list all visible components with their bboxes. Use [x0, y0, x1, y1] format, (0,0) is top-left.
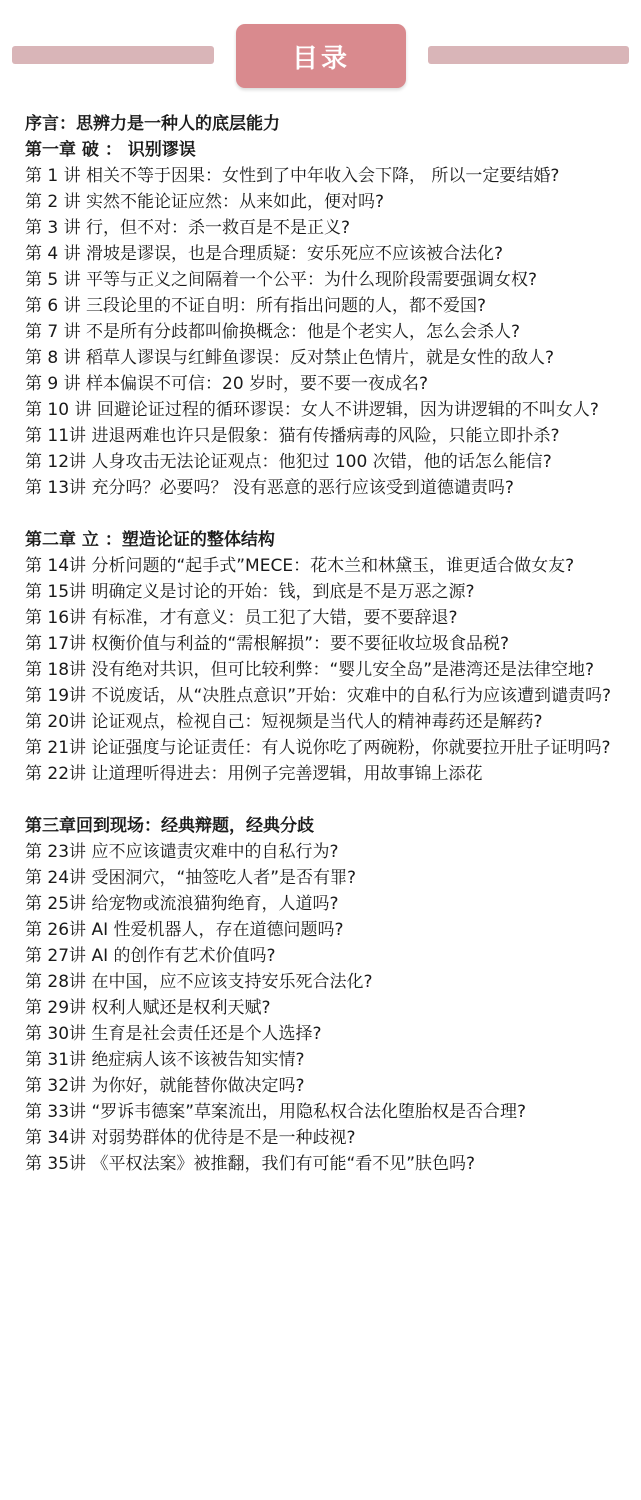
lecture-list [25, 553, 623, 787]
lecture-item: 第 32讲 为你好，就能替你做决定吗? [25, 1076, 305, 1096]
lecture-item: 第 6 讲 三段论里的不证自明：所有指出问题的人，都不爱国? [25, 296, 487, 316]
chapter-title: 第三章回到现场：经典辩题，经典分歧 [25, 816, 314, 836]
lecture-list [25, 839, 623, 1177]
lecture-item: 第 17讲 权衡价值与利益的“需根解损”：要不要征收垃圾食品税? [25, 634, 510, 654]
toc-content [25, 111, 623, 1203]
lecture-item: 第 22讲 让道理听得进去：用例子完善逻辑，用故事锦上添花 [25, 764, 483, 784]
lecture-item: 第 34讲 对弱势群体的优待是不是一种歧视? [25, 1128, 356, 1148]
lecture-item: 第 4 讲 滑坡是谬误，也是合理质疑：安乐死应不应该被合法化? [25, 244, 504, 264]
lecture-item: 第 24讲 受困洞穴，“抽签吃人者”是否有罪? [25, 868, 357, 888]
lecture-item: 第 29讲 权利人赋还是权利天赋? [25, 998, 271, 1018]
lecture-item: 第 35讲 《平权法案》被推翻，我们有可能“看不见”肤色吗? [25, 1154, 476, 1174]
lecture-item: 第 20讲 论证观点，检视自己：短视频是当代人的精神毒药还是解药? [25, 712, 543, 732]
lecture-item: 第 8 讲 稻草人谬误与红鲱鱼谬误：反对禁止色情片，就是女性的敌人? [25, 348, 555, 368]
lecture-item: 第 28讲 在中国，应不应该支持安乐死合法化? [25, 972, 373, 992]
lecture-item: 第 19讲 不说废话，从“决胜点意识”开始：灾难中的自私行为应该遭到谴责吗? [25, 686, 612, 706]
lecture-item: 第 11讲 进退两难也许只是假象：猫有传播病毒的风险，只能立即扑杀? [25, 426, 560, 446]
lecture-item: 第 33讲 “罗诉韦德案”草案流出，用隐私权合法化堕胎权是否合理? [25, 1102, 527, 1122]
toc-header [0, 24, 641, 88]
lecture-item: 第 10 讲 回避论证过程的循环谬误：女人不讲逻辑，因为讲逻辑的不叫女人? [25, 400, 599, 420]
lecture-item: 第 5 讲 平等与正义之间隔着一个公平：为什么现阶段需要强调女权? [25, 270, 538, 290]
lecture-item: 第 2 讲 实然不能论证应然：从来如此，便对吗? [25, 192, 385, 212]
lecture-item: 第 15讲 明确定义是讨论的开始：钱，到底是不是万恶之源? [25, 582, 475, 602]
lecture-item: 第 13讲 充分吗？必要吗？ 没有恶意的恶行应该受到道德谴责吗? [25, 478, 514, 498]
lecture-item: 第 27讲 AI 的创作有艺术价值吗? [25, 946, 276, 966]
preface-title: 序言：思辨力是一种人的底层能力 [25, 114, 280, 134]
lecture-item: 第 9 讲 样本偏误不可信：20 岁时，要不要一夜成名? [25, 374, 429, 394]
lecture-item: 第 25讲 给宠物或流浪猫狗绝育，人道吗? [25, 894, 339, 914]
lecture-item: 第 1 讲 相关不等于因果：女性到了中年收入会下降， 所以一定要结婚? [25, 166, 560, 186]
chapter-title: 第二章 立 ：塑造论证的整体结构 [25, 530, 275, 550]
chapter-3 [25, 813, 623, 1177]
lecture-item: 第 18讲 没有绝对共识，但可比较利弊：“婴儿安全岛”是港湾还是法律空地? [25, 660, 595, 680]
toc-title: 目录 [236, 24, 406, 88]
lecture-item: 第 21讲 论证强度与论证责任：有人说你吃了两碗粉，你就要拉开肚子证明吗? [25, 738, 611, 758]
chapter-2 [25, 527, 623, 787]
lecture-item: 第 16讲 有标准，才有意义：员工犯了大错，要不要辞退? [25, 608, 458, 628]
header-right-bar [428, 46, 629, 64]
lecture-item: 第 3 讲 行，但不对：杀一救百是不是正义? [25, 218, 351, 238]
lecture-item: 第 12讲 人身攻击无法论证观点：他犯过 100 次错，他的话怎么能信? [25, 452, 552, 472]
lecture-item: 第 23讲 应不应该谴责灾难中的自私行为? [25, 842, 339, 862]
lecture-item: 第 14讲 分析问题的“起手式”MECE：花木兰和林黛玉，谁更适合做女友? [25, 556, 575, 576]
chapter-title: 第一章 破 ： 识别谬误 [25, 140, 196, 160]
lecture-item: 第 7 讲 不是所有分歧都叫偷换概念：他是个老实人，怎么会杀人? [25, 322, 521, 342]
chapter-1 [25, 111, 623, 501]
lecture-list [25, 163, 623, 501]
lecture-item: 第 30讲 生育是社会责任还是个人选择? [25, 1024, 322, 1044]
lecture-item: 第 31讲 绝症病人该不该被告知实情? [25, 1050, 305, 1070]
header-left-bar [12, 46, 214, 64]
lecture-item: 第 26讲 AI 性爱机器人，存在道德问题吗? [25, 920, 344, 940]
